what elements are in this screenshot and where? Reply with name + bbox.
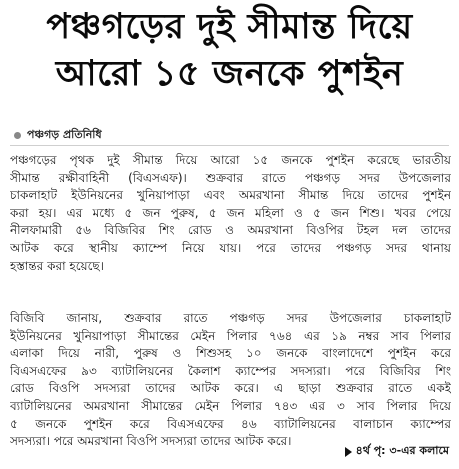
text-line: পঞ্চগড়ের পৃথক দুই সীমান্ত দিয়ে আরো ১৫ জনকে পুশইন করেছে ভারতীয়: [10, 153, 451, 167]
text-line: রোড বিওপি সদস্যরা তাদের আটক করে। এ ছাড়া শুক্রবার রাতে একই: [10, 381, 451, 396]
byline-text: পঞ্চগড় প্রতিনিধি: [27, 127, 102, 141]
text-line: সীমান্ত রক্ষীবাহিনী (বিএসএফ)। শুক্রবার রাতে পঞ্চগড় সদর উপজেলার: [10, 170, 451, 185]
text-line: ব্যাটালিয়নের অমরখানা সীমান্তের মেইন পিলার ৭৪৩ এর ৩ সাব পিলার দিয়ে: [10, 398, 451, 413]
text-line: আটক করে স্থানীয় ক্যাম্পে নিয়ে যায়। পরে তাদের পঞ্চগড় সদর থানায়: [10, 240, 451, 255]
headline-line-1: পঞ্চগড়ের দুই সীমান্ত দিয়ে: [46, 7, 413, 47]
text-line: ৫ জনকে পুশইন করে বিএসএফের ৪৬ ব্যাটালিয়নের বালাচান ক্যাম্পের: [10, 416, 451, 431]
text-line: চাকলাহাট ইউনিয়নের খুনিয়াপাড়া এবং অমরখানা সীমান্ত দিয়ে তাদের পুশইন: [10, 188, 451, 203]
text-line: বিএসএফের ৯৩ ব্যাটালিয়নের কৈলাশ ক্যাম্পের সদস্যরা। পরে বিজিবির শিং: [10, 363, 451, 378]
text-line: সদস্যরা। পরে অমরখানা বিওপি সদস্যরা তাদের আটক করে।: [10, 434, 292, 449]
text-line: নীলফামারী ৫৬ বিজিবির শিং রোড ও অমরখানা বিওপির টহল দল তাদের: [10, 223, 451, 238]
continuation-text: ৪র্থ পৃ: ৩-এর কলামে: [355, 444, 449, 457]
paragraph-1: [10, 152, 451, 275]
text-line: করা হয়। এর মধ্যে ৫ জন পুরুষ, ৫ জন মহিলা ও ৫ জন শিশু। খবর পেয়ে: [10, 205, 451, 220]
headline-line-2: আরো ১৫ জনকে পুশইন: [55, 54, 404, 94]
byline: [14, 127, 102, 143]
text-line: বিজিবি জানায়, শুক্রবার রাতে পঞ্চগড় সদর উপজেলার চাকলাহাট: [10, 311, 451, 325]
divider: [10, 145, 449, 146]
text-line: ইউনিয়নের খুনিয়াপাড়া সীমান্তের মেইন পিলার ৭৬৪ এর ১৯ নম্বর সাব পিলার: [10, 328, 451, 343]
paragraph-2: [10, 310, 451, 451]
bullet-icon: [14, 132, 21, 139]
continuation-link[interactable]: [345, 443, 449, 460]
text-line: এলাকা দিয়ে নারী, পুরুষ ও শিশুসহ ১০ জনকে বাংলাদেশে পুশইন করে: [10, 346, 451, 361]
arrow-right-icon: [345, 447, 352, 457]
text-line: হস্তান্তর করা হয়েছে।: [10, 258, 104, 273]
headline: [4, 4, 455, 98]
